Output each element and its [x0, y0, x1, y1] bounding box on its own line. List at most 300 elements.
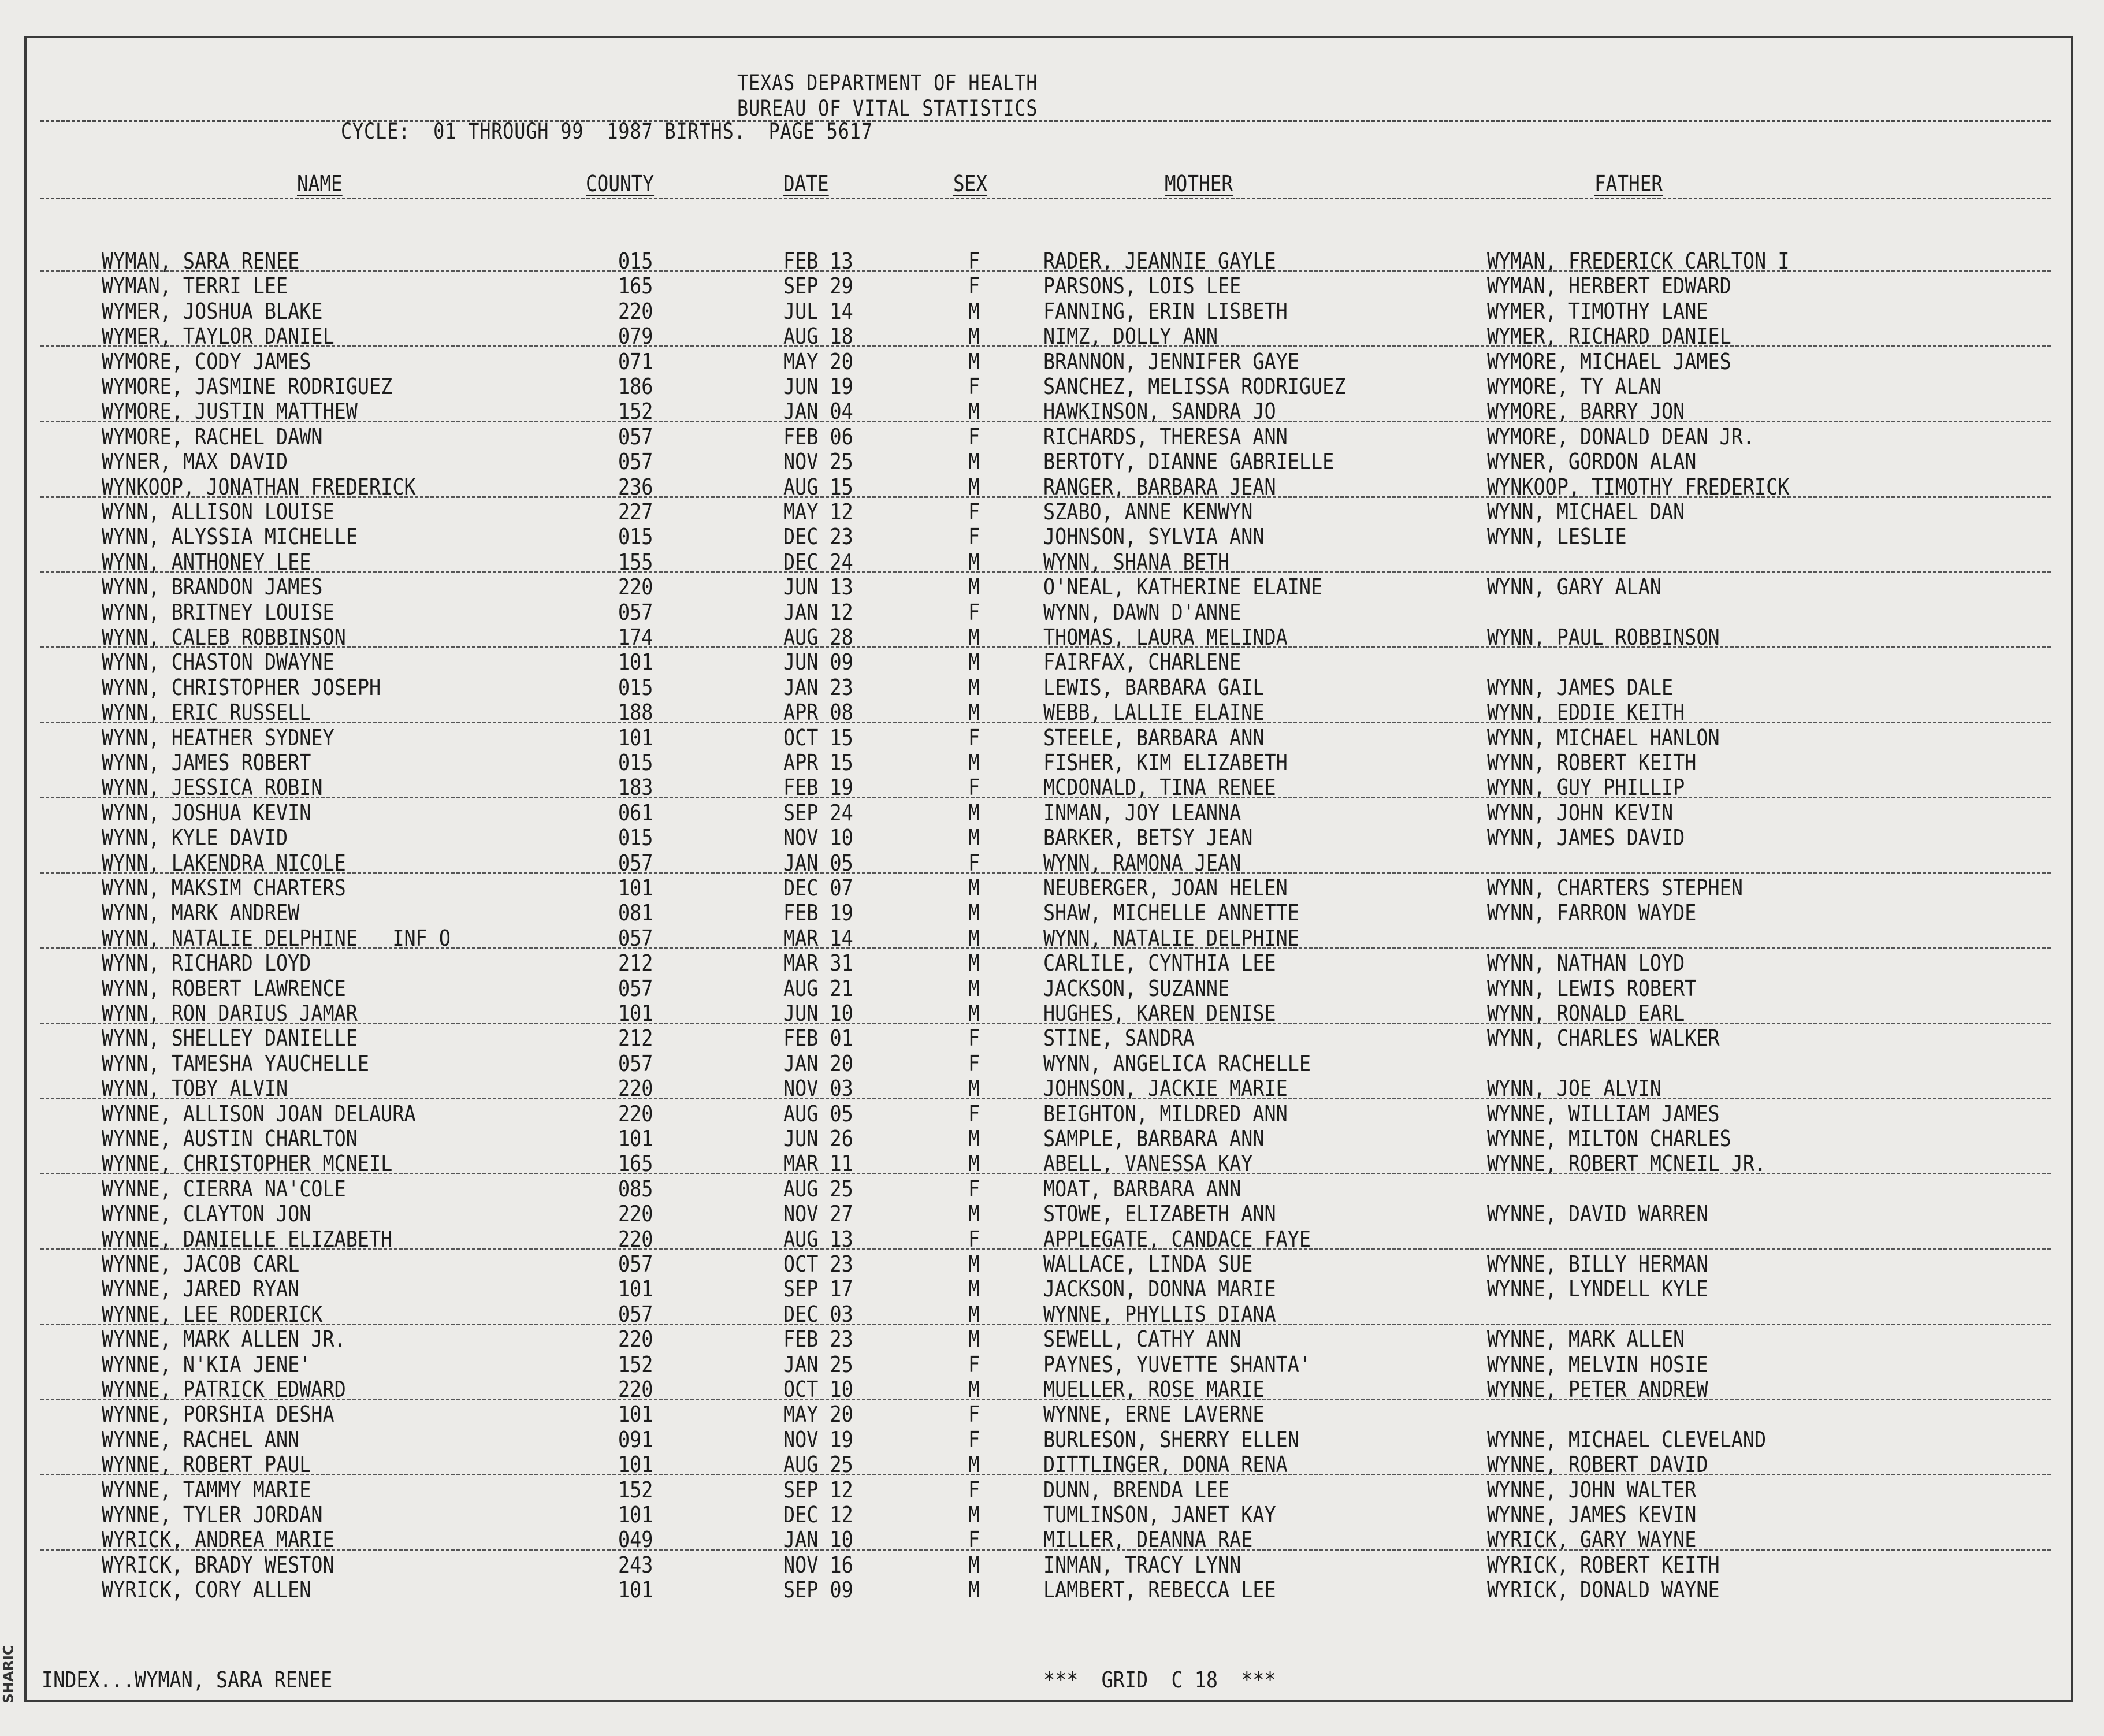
cell-county: 183 — [618, 775, 653, 800]
cell-county: 101 — [618, 1502, 653, 1527]
cell-father: WYNN, CHARLES WALKER — [1487, 1025, 1720, 1051]
cell-sex: F — [968, 600, 980, 625]
cell-father: WYNN, FARRON WAYDE — [1487, 900, 1697, 925]
cell-name: WYNN, KYLE DAVID — [102, 825, 288, 850]
table-row — [0, 425, 2104, 450]
cell-county: 085 — [618, 1176, 653, 1202]
table-row — [0, 801, 2104, 826]
cell-mother: NIMZ, DOLLY ANN — [1043, 324, 1218, 349]
table-row — [0, 726, 2104, 751]
cell-sex: F — [968, 1101, 980, 1127]
cell-father: WYRICK, GARY WAYNE — [1487, 1527, 1697, 1552]
cell-father: WYNNE, MILTON CHARLES — [1487, 1126, 1731, 1151]
cell-county: 101 — [618, 1402, 653, 1427]
cycle-line: CYCLE: 01 THROUGH 99 1987 BIRTHS. PAGE 5617 — [341, 119, 873, 144]
cell-date: SEP 12 — [783, 1477, 853, 1503]
cell-sex: M — [968, 1302, 980, 1327]
cell-date: FEB 01 — [783, 1025, 853, 1051]
cell-county: 152 — [618, 1352, 653, 1377]
cell-county: 015 — [618, 825, 653, 850]
cell-father: WYNN, JAMES DALE — [1487, 675, 1674, 700]
cell-mother: PAYNES, YUVETTE SHANTA' — [1043, 1352, 1311, 1377]
cell-sex: F — [968, 424, 980, 449]
cell-sex: F — [968, 248, 980, 274]
cell-name: WYNN, HEATHER SYDNEY — [102, 725, 334, 750]
cell-date: JUN 26 — [783, 1126, 853, 1151]
table-row — [0, 876, 2104, 901]
cell-name: WYMAN, TERRI LEE — [102, 273, 288, 299]
cell-father: WYNN, JOE ALVIN — [1487, 1076, 1661, 1101]
table-row — [0, 1303, 2104, 1328]
cell-mother: WYNN, RAMONA JEAN — [1043, 850, 1241, 876]
cell-mother: MCDONALD, TINA RENEE — [1043, 775, 1276, 800]
table-row — [0, 575, 2104, 600]
cell-mother: SANCHEZ, MELISSA RODRIGUEZ — [1043, 374, 1346, 399]
cell-date: SEP 17 — [783, 1276, 853, 1302]
cell-county: 061 — [618, 800, 653, 826]
cell-date: JAN 04 — [783, 399, 853, 424]
cell-mother: SAMPLE, BARBARA ANN — [1043, 1126, 1265, 1151]
cell-date: AUG 25 — [783, 1176, 853, 1202]
cell-county: 220 — [618, 1377, 653, 1402]
cell-date: SEP 24 — [783, 800, 853, 826]
table-row — [0, 250, 2104, 274]
cell-father: WYNN, CHARTERS STEPHEN — [1487, 875, 1743, 901]
cell-mother: INMAN, JOY LEANNA — [1043, 800, 1241, 826]
cell-father: WYNNE, PETER ANDREW — [1487, 1377, 1708, 1402]
cell-sex: F — [968, 1402, 980, 1427]
cell-mother: BEIGHTON, MILDRED ANN — [1043, 1101, 1288, 1127]
table-row — [0, 650, 2104, 675]
cell-county: 212 — [618, 1025, 653, 1051]
cell-date: NOV 03 — [783, 1076, 853, 1101]
cell-sex: F — [968, 1051, 980, 1076]
cell-sex: M — [968, 1377, 980, 1402]
cell-mother: APPLEGATE, CANDACE FAYE — [1043, 1226, 1311, 1252]
cell-mother: JOHNSON, JACKIE MARIE — [1043, 1076, 1288, 1101]
cell-mother: RICHARDS, THERESA ANN — [1043, 424, 1288, 449]
cell-county: 188 — [618, 700, 653, 725]
cell-name: WYNNE, PATRICK EDWARD — [102, 1377, 346, 1402]
cell-county: 220 — [618, 574, 653, 600]
table-row — [0, 475, 2104, 500]
cell-sex: M — [968, 700, 980, 725]
cell-sex: M — [968, 474, 980, 500]
table-row — [0, 1453, 2104, 1478]
table-row — [0, 927, 2104, 951]
cell-mother: WALLACE, LINDA SUE — [1043, 1251, 1253, 1277]
table-row — [0, 676, 2104, 701]
cell-father: WYMAN, HERBERT EDWARD — [1487, 273, 1731, 299]
cell-sex: F — [968, 374, 980, 399]
table-row — [0, 901, 2104, 926]
cell-county: 186 — [618, 374, 653, 399]
cell-sex: F — [968, 273, 980, 299]
cell-date: NOV 25 — [783, 449, 853, 474]
cell-mother: BURLESON, SHERRY ELLEN — [1043, 1427, 1299, 1452]
cell-father: WYNN, LESLIE — [1487, 524, 1627, 549]
cell-date: OCT 10 — [783, 1377, 853, 1402]
cell-county: 057 — [618, 1051, 653, 1076]
cell-county: 091 — [618, 1427, 653, 1452]
cell-date: APR 15 — [783, 750, 853, 775]
cell-sex: F — [968, 1477, 980, 1503]
cell-date: AUG 13 — [783, 1226, 853, 1252]
cell-name: WYMORE, JUSTIN MATTHEW — [102, 399, 358, 424]
table-row — [0, 1052, 2104, 1077]
cell-name: WYNN, ALLISON LOUISE — [102, 499, 334, 525]
agency-title: TEXAS DEPARTMENT OF HEALTH — [737, 70, 1038, 95]
table-row — [0, 1578, 2104, 1603]
cell-mother: SZABO, ANNE KENWYN — [1043, 499, 1253, 525]
cell-mother: INMAN, TRACY LYNN — [1043, 1552, 1241, 1578]
cell-father: WYNNE, DAVID WARREN — [1487, 1201, 1708, 1226]
table-row — [0, 400, 2104, 425]
cell-mother: LAMBERT, REBECCA LEE — [1043, 1577, 1276, 1603]
table-row — [0, 1528, 2104, 1553]
cell-father: WYRICK, DONALD WAYNE — [1487, 1577, 1720, 1603]
cell-date: JUN 13 — [783, 574, 853, 600]
table-row — [0, 1353, 2104, 1378]
cell-mother: FANNING, ERIN LISBETH — [1043, 299, 1288, 324]
column-header-mother: MOTHER — [1165, 171, 1233, 196]
cell-county: 057 — [618, 449, 653, 474]
cell-sex: M — [968, 675, 980, 700]
cell-name: WYNN, LAKENDRA NICOLE — [102, 850, 346, 876]
cell-father: WYNER, GORDON ALAN — [1487, 449, 1697, 474]
cell-name: WYNN, JOSHUA KEVIN — [102, 800, 311, 826]
cell-county: 155 — [618, 549, 653, 575]
cell-father: WYNN, MICHAEL HANLON — [1487, 725, 1720, 750]
grid-footer: *** GRID C 18 *** — [1043, 1667, 1276, 1693]
index-footer: INDEX...WYMAN, SARA RENEE — [42, 1667, 333, 1693]
cell-mother: STOWE, ELIZABETH ANN — [1043, 1201, 1276, 1226]
cell-county: 057 — [618, 1302, 653, 1327]
cell-county: 057 — [618, 850, 653, 876]
table-row — [0, 601, 2104, 626]
cell-name: WYNNE, LEE RODERICK — [102, 1302, 323, 1327]
cell-date: JUL 14 — [783, 299, 853, 324]
cell-date: MAY 20 — [783, 349, 853, 374]
cell-county: 015 — [618, 750, 653, 775]
cell-father: WYMORE, MICHAEL JAMES — [1487, 349, 1731, 374]
cell-date: MAY 12 — [783, 499, 853, 525]
table-row — [0, 951, 2104, 976]
cell-mother: STINE, SANDRA — [1043, 1025, 1195, 1051]
cell-name: WYNN, BRANDON JAMES — [102, 574, 323, 600]
cell-father: WYNNE, BILLY HERMAN — [1487, 1251, 1708, 1277]
table-row — [0, 701, 2104, 726]
cell-date: MAR 31 — [783, 950, 853, 976]
side-label: SHARIC — [0, 1645, 17, 1704]
cell-name: WYNN, BRITNEY LOUISE — [102, 600, 334, 625]
cell-county: 015 — [618, 675, 653, 700]
cell-name: WYNNE, JARED RYAN — [102, 1276, 300, 1302]
cell-sex: F — [968, 775, 980, 800]
table-row — [0, 626, 2104, 650]
cell-name: WYNN, RICHARD LOYD — [102, 950, 311, 976]
cell-date: AUG 21 — [783, 976, 853, 1001]
cell-county: 101 — [618, 1452, 653, 1477]
cell-name: WYNN, TAMESHA YAUCHELLE — [102, 1051, 370, 1076]
table-row — [0, 1428, 2104, 1453]
cell-county: 243 — [618, 1552, 653, 1578]
cell-sex: M — [968, 950, 980, 976]
cell-name: WYNNE, CLAYTON JON — [102, 1201, 311, 1226]
cell-sex: M — [968, 649, 980, 675]
cell-sex: M — [968, 349, 980, 374]
table-row — [0, 325, 2104, 350]
cell-date: SEP 29 — [783, 273, 853, 299]
cell-date: NOV 16 — [783, 1552, 853, 1578]
cell-mother: WYNN, NATALIE DELPHINE — [1043, 925, 1299, 951]
cell-date: FEB 19 — [783, 900, 853, 925]
cell-mother: MOAT, BARBARA ANN — [1043, 1176, 1241, 1202]
table-row — [0, 826, 2104, 851]
table-row — [0, 1102, 2104, 1127]
cell-date: JAN 10 — [783, 1527, 853, 1552]
cell-father: WYNNE, LYNDELL KYLE — [1487, 1276, 1708, 1302]
cell-date: JAN 25 — [783, 1352, 853, 1377]
cell-mother: JACKSON, SUZANNE — [1043, 976, 1230, 1001]
cell-county: 220 — [618, 1076, 653, 1101]
cell-sex: F — [968, 1527, 980, 1552]
cell-sex: M — [968, 1326, 980, 1352]
cell-mother: WYNN, DAWN D'ANNE — [1043, 600, 1241, 625]
cell-mother: FISHER, KIM ELIZABETH — [1043, 750, 1288, 775]
table-row — [0, 551, 2104, 575]
table-row — [0, 450, 2104, 475]
cell-name: WYNNE, AUSTIN CHARLTON — [102, 1126, 358, 1151]
cell-date: AUG 05 — [783, 1101, 853, 1127]
table-row — [0, 525, 2104, 550]
cell-name: WYNNE, RACHEL ANN — [102, 1427, 300, 1452]
cell-father: WYNN, GARY ALAN — [1487, 574, 1661, 600]
cell-sex: M — [968, 800, 980, 826]
cell-father: WYNNE, MELVIN HOSIE — [1487, 1352, 1708, 1377]
cell-sex: M — [968, 1577, 980, 1603]
cell-county: 049 — [618, 1527, 653, 1552]
cell-county: 101 — [618, 1001, 653, 1026]
bureau-title: BUREAU OF VITAL STATISTICS — [737, 96, 1038, 121]
cell-name: WYNN, CALEB ROBBINSON — [102, 624, 346, 650]
cell-county: 081 — [618, 900, 653, 925]
cell-name: WYNNE, TYLER JORDAN — [102, 1502, 323, 1527]
cell-date: AUG 18 — [783, 324, 853, 349]
cell-sex: M — [968, 1076, 980, 1101]
cell-mother: THOMAS, LAURA MELINDA — [1043, 624, 1288, 650]
cell-mother: LEWIS, BARBARA GAIL — [1043, 675, 1265, 700]
cell-father: WYNNE, JOHN WALTER — [1487, 1477, 1697, 1503]
cell-sex: F — [968, 1176, 980, 1202]
cell-mother: CARLILE, CYNTHIA LEE — [1043, 950, 1276, 976]
cell-date: OCT 23 — [783, 1251, 853, 1277]
cell-name: WYNNE, CIERRA NA'COLE — [102, 1176, 346, 1202]
cell-father: WYNN, JOHN KEVIN — [1487, 800, 1674, 826]
cell-sex: M — [968, 1126, 980, 1151]
column-header-name: NAME — [297, 171, 343, 196]
cell-father: WYMAN, FREDERICK CARLTON I — [1487, 248, 1790, 274]
cell-name: WYNN, NATALIE DELPHINE INF O — [102, 925, 451, 951]
cell-sex: F — [968, 499, 980, 525]
table-row — [0, 776, 2104, 801]
cell-name: WYMAN, SARA RENEE — [102, 248, 300, 274]
cell-date: FEB 19 — [783, 775, 853, 800]
cell-father: WYRICK, ROBERT KEITH — [1487, 1552, 1720, 1578]
cell-name: WYMER, JOSHUA BLAKE — [102, 299, 323, 324]
cell-name: WYRICK, CORY ALLEN — [102, 1577, 311, 1603]
cell-date: NOV 10 — [783, 825, 853, 850]
cell-father: WYNN, RONALD EARL — [1487, 1001, 1685, 1026]
cell-county: 174 — [618, 624, 653, 650]
cell-county: 220 — [618, 1101, 653, 1127]
cell-sex: M — [968, 324, 980, 349]
cell-name: WYNNE, TAMMY MARIE — [102, 1477, 311, 1503]
cell-date: MAR 14 — [783, 925, 853, 951]
cell-mother: RANGER, BARBARA JEAN — [1043, 474, 1276, 500]
cell-sex: M — [968, 549, 980, 575]
cell-date: MAR 11 — [783, 1151, 853, 1176]
cell-county: 220 — [618, 1201, 653, 1226]
cell-name: WYNN, CHRISTOPHER JOSEPH — [102, 675, 381, 700]
cell-name: WYNNE, CHRISTOPHER MCNEIL — [102, 1151, 393, 1176]
cell-mother: HAWKINSON, SANDRA JO — [1043, 399, 1276, 424]
cell-father: WYNNE, WILLIAM JAMES — [1487, 1101, 1720, 1127]
cell-mother: BERTOTY, DIANNE GABRIELLE — [1043, 449, 1334, 474]
cell-county: 101 — [618, 1126, 653, 1151]
cell-sex: M — [968, 1276, 980, 1302]
cell-county: 057 — [618, 925, 653, 951]
cell-name: WYMER, TAYLOR DANIEL — [102, 324, 334, 349]
cell-name: WYNKOOP, JONATHAN FREDERICK — [102, 474, 416, 500]
table-row — [0, 1077, 2104, 1102]
cell-county: 057 — [618, 424, 653, 449]
cell-name: WYRICK, ANDREA MARIE — [102, 1527, 334, 1552]
cell-date: NOV 19 — [783, 1427, 853, 1452]
cell-date: JAN 12 — [783, 600, 853, 625]
cell-mother: WEBB, LALLIE ELAINE — [1043, 700, 1265, 725]
cell-county: 101 — [618, 1577, 653, 1603]
cell-county: 220 — [618, 1226, 653, 1252]
table-row — [0, 375, 2104, 400]
cell-mother: STEELE, BARBARA ANN — [1043, 725, 1265, 750]
cell-county: 057 — [618, 600, 653, 625]
table-row — [0, 1127, 2104, 1152]
table-row — [0, 1328, 2104, 1352]
cell-county: 079 — [618, 324, 653, 349]
table-row — [0, 274, 2104, 299]
table-row — [0, 1378, 2104, 1403]
cell-date: DEC 12 — [783, 1502, 853, 1527]
cell-county: 220 — [618, 299, 653, 324]
cell-county: 101 — [618, 1276, 653, 1302]
cell-sex: M — [968, 900, 980, 925]
cell-sex: M — [968, 1251, 980, 1277]
cell-father: WYNNE, MARK ALLEN — [1487, 1326, 1685, 1352]
cell-sex: M — [968, 1001, 980, 1026]
table-row — [0, 1228, 2104, 1252]
cell-mother: MILLER, DEANNA RAE — [1043, 1527, 1253, 1552]
cell-father: WYNN, NATHAN LOYD — [1487, 950, 1685, 976]
cell-mother: JOHNSON, SYLVIA ANN — [1043, 524, 1265, 549]
cell-name: WYNNE, ROBERT PAUL — [102, 1452, 311, 1477]
cell-sex: M — [968, 399, 980, 424]
cell-date: JAN 20 — [783, 1051, 853, 1076]
cell-father: WYMORE, DONALD DEAN JR. — [1487, 424, 1755, 449]
cell-name: WYNN, JESSICA ROBIN — [102, 775, 323, 800]
cell-father: WYNN, GUY PHILLIP — [1487, 775, 1685, 800]
cell-father: WYNN, ROBERT KEITH — [1487, 750, 1697, 775]
cell-mother: ABELL, VANESSA KAY — [1043, 1151, 1253, 1176]
table-row — [0, 1277, 2104, 1302]
cell-name: WYNN, RON DARIUS JAMAR — [102, 1001, 358, 1026]
cell-father: WYNN, JAMES DAVID — [1487, 825, 1685, 850]
table-row — [0, 1202, 2104, 1227]
cell-mother: WYNNE, ERNE LAVERNE — [1043, 1402, 1265, 1427]
cell-county: 212 — [618, 950, 653, 976]
cell-county: 101 — [618, 725, 653, 750]
cell-name: WYNN, TOBY ALVIN — [102, 1076, 288, 1101]
cell-date: MAY 20 — [783, 1402, 853, 1427]
cell-name: WYNN, SHELLEY DANIELLE — [102, 1025, 358, 1051]
cell-sex: M — [968, 925, 980, 951]
cell-county: 015 — [618, 248, 653, 274]
table-row — [0, 350, 2104, 375]
cell-father: WYMER, RICHARD DANIEL — [1487, 324, 1731, 349]
cell-name: WYNN, MAKSIM CHARTERS — [102, 875, 346, 901]
cell-mother: O'NEAL, KATHERINE ELAINE — [1043, 574, 1323, 600]
cell-county: 227 — [618, 499, 653, 525]
cell-sex: M — [968, 1502, 980, 1527]
table-row — [0, 1177, 2104, 1202]
table-row — [0, 1252, 2104, 1277]
cell-father: WYMORE, TY ALAN — [1487, 374, 1661, 399]
cell-date: AUG 28 — [783, 624, 853, 650]
cell-father: WYNNE, JAMES KEVIN — [1487, 1502, 1697, 1527]
column-header-date: DATE — [783, 171, 829, 196]
cell-sex: M — [968, 1452, 980, 1477]
cell-date: DEC 07 — [783, 875, 853, 901]
cell-county: 165 — [618, 1151, 653, 1176]
cell-father: WYNNE, MICHAEL CLEVELAND — [1487, 1427, 1767, 1452]
table-row — [0, 1403, 2104, 1428]
table-row — [0, 1027, 2104, 1051]
cell-sex: M — [968, 1151, 980, 1176]
cell-name: WYNNE, MARK ALLEN JR. — [102, 1326, 346, 1352]
cell-date: DEC 24 — [783, 549, 853, 575]
cell-date: APR 08 — [783, 700, 853, 725]
cell-date: JUN 09 — [783, 649, 853, 675]
cell-name: WYNN, JAMES ROBERT — [102, 750, 311, 775]
cell-sex: F — [968, 850, 980, 876]
cell-name: WYNNE, ALLISON JOAN DELAURA — [102, 1101, 416, 1127]
cell-mother: BRANNON, JENNIFER GAYE — [1043, 349, 1299, 374]
cell-mother: NEUBERGER, JOAN HELEN — [1043, 875, 1288, 901]
table-row — [0, 1503, 2104, 1528]
cell-father: WYNN, MICHAEL DAN — [1487, 499, 1685, 525]
table-row — [0, 1478, 2104, 1503]
cell-name: WYNN, ERIC RUSSELL — [102, 700, 311, 725]
cell-county: 101 — [618, 649, 653, 675]
cell-sex: M — [968, 299, 980, 324]
cell-name: WYNN, ANTHONEY LEE — [102, 549, 311, 575]
cell-county: 057 — [618, 1251, 653, 1277]
table-row — [0, 1152, 2104, 1177]
cell-date: DEC 23 — [783, 524, 853, 549]
cell-mother: TUMLINSON, JANET KAY — [1043, 1502, 1276, 1527]
cell-name: WYNER, MAX DAVID — [102, 449, 288, 474]
cell-father: WYMER, TIMOTHY LANE — [1487, 299, 1708, 324]
